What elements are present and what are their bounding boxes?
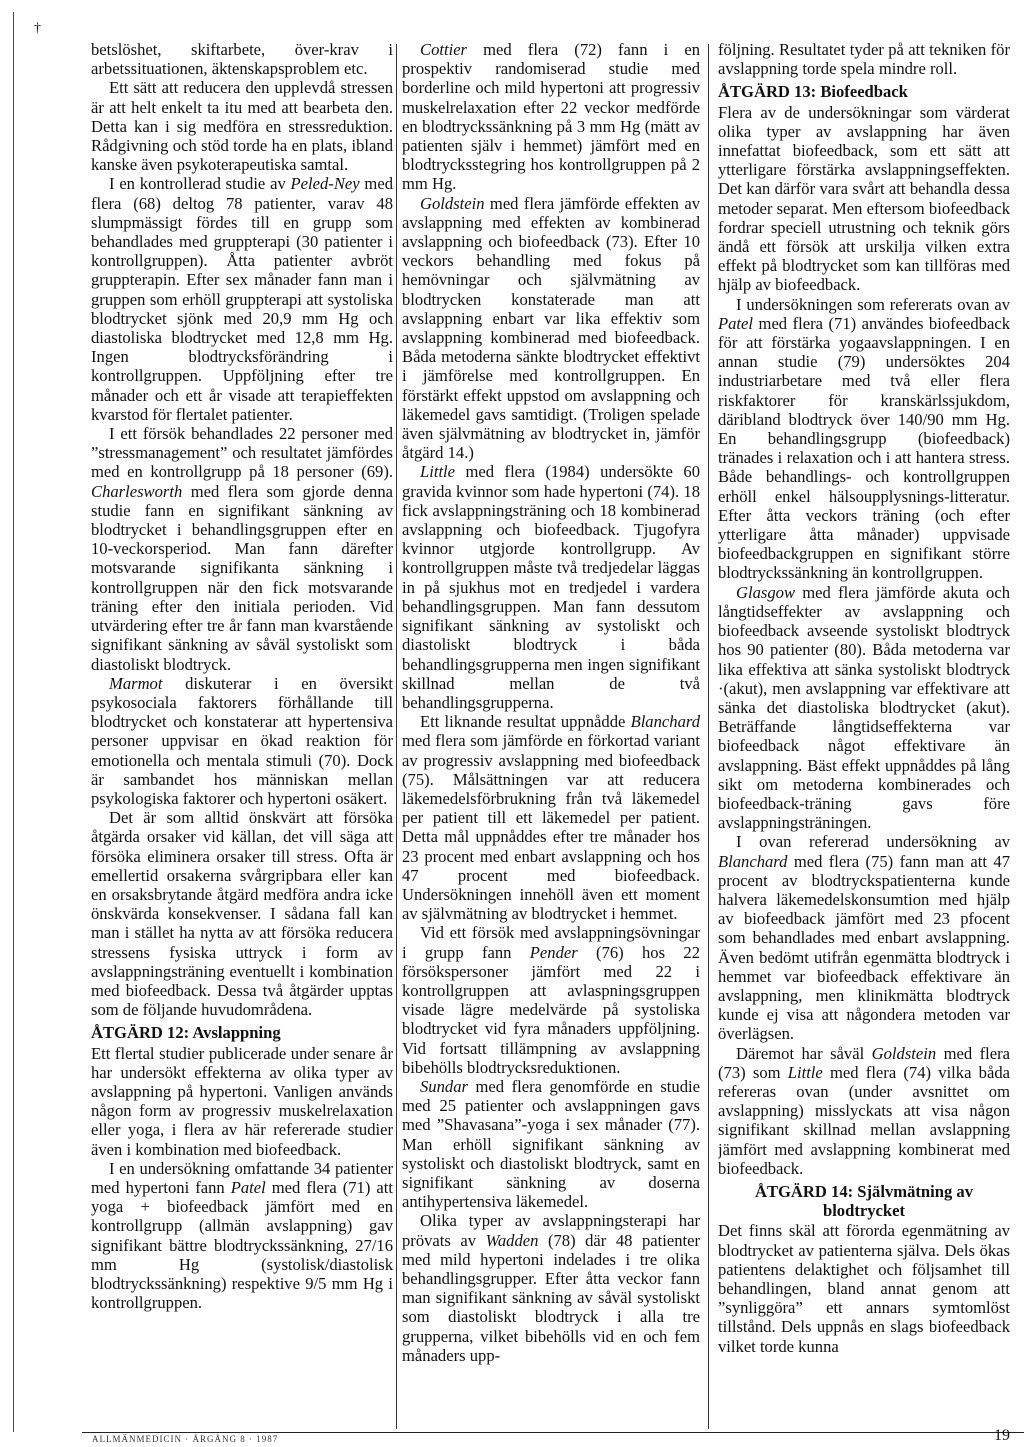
paragraph: betslöshet, skiftarbete, över-krav i arbetssituationen, äktenskapsproblem etc. (91, 40, 393, 79)
paragraph: I ovan refererad undersökning av Blanchard med flera (75) fann man att 47 procent av blodtryckspatienterna kunde halvera läkemedelskonsumtion med hjälp av biofeedback jämfört med 23 pfocent som behandlades med enbart avslappning. Även bedömt utifrån egenmätta blodtryck i hemmet var biofeedback effektivare än avslappning, men klinikmätta blodtryck kunde ej visa att någondera metoden var överlägsen. (718, 832, 1010, 1044)
paragraph: I en undersökning omfattande 34 patienter med hypertoni fann Patel med flera (71) att yoga + biofeedback jämfört med en kontrollgrupp (allmän avslappning) gav signifikant bättre blodtryckssänkning, 27/16 mm Hg (systolisk/diastolisk blodtryckssänkning) respektive 9/5 mm Hg i kontrollgruppen. (91, 1158, 393, 1313)
column-divider-1 (396, 44, 397, 1429)
paragraph: I undersökningen som refererats ovan av Patel med flera (71) användes biofeedback för att förstärka yogaavslappningen. I en annan studie (79) undersöktes 204 industriarbetare med två eller flera riskfaktorer för kranskärlssjukdom, däribland blodtryck över 140/90 mm Hg. En behandlingsgrupp (biofeedback) tränades i relaxation och i att hantera stress. Både behandlings- och kontrollgruppen erhöll enkel hälsoupplysnings-litteratur. Efter åtta veckors träning (och efter ytterligare åtta månader) uppvisade biofeedbackgruppen en signifikant större blodtryckssänkning än kontrollgruppen. (718, 294, 1010, 583)
paragraph: Olika typer av avslappningsterapi har prövats av Wadden (78) där 48 patienter med mild hypertoni indelades i tre olika behandlingsgrupper. Efter åtta veckor fann man signifikant sänkning av såväl systoliskt som diastoliskt blodtryck i alla tre grupperna, vilket bibehölls vid en och fem månaders upp- (402, 1211, 700, 1365)
running-footer: ALLMÄNMEDICIN · ÅRGÅNG 8 · 1987 (92, 1434, 279, 1444)
paragraph: Little med flera (1984) undersökte 60 gravida kvinnor som hade hypertoni (74). 18 fick avslappningsträning och 18 kombinerad avslappning och biofeedback. Tjugofyra kvinnor utgjorde kontrollgrupp. Av kontrollgruppen måste två tredjedelar läggas in på sjukhus mot en tredjedel i vardera behandlingsgruppen. Man fann dessutom signifikant sänkning av systoliskt och diastoliskt blodtryck i båda behandlingsgrupperna men ingen signifikant skillnad mellan de två behandlingsgrupperna. (402, 462, 700, 712)
paragraph: Goldstein med flera jämförde effekten av avslappning med effekten av kombinerad avslappning och biofeedback (73). Efter 10 veckors behandling med fokus på hemövningar och självmätning av blodtrycken konstaterade man att avslappning enbart var lika effektiv som avslappning kombinerad med biofeedback. Båda metoderna sänkte blodtrycket effektivt i jämförelse med kontrollgruppen. En förstärkt effekt uppstod om avslappning och läkemedel gavs samtidigt. (Troligen spelade även självmätning av blodtrycket in, jämför åtgärd 14.) (402, 193, 700, 463)
paragraph: Glasgow med flera jämförde akuta och långtidseffekter av avslappning och biofeedback avseende systoliskt blodtryck hos 90 patienter (80). Båda metoderna var lika effektiva att sänka systoliskt blodtryck ·(akut), men avslappning var effektivare att sänka det diastoliska blodtrycket (akut). Beträffande långtidseffekterna var biofeedback något effektivare än avslappning. Bäst effekt uppnåddes på lång sikt om metoderna kombinerades och biofeedback-träning gavs före avslappningsträningen. (718, 582, 1010, 833)
paragraph: Marmot diskuterar i en översikt psykosociala faktorers förhållande till blodtrycket och konstaterar att hypertensiva personer uppvisar en ökad reaktion för emotionella och mentala stimuli (70). Dock är sambandet hos människan mellan psykologiska faktorer och hypertoni osäkert. (91, 673, 393, 808)
section-heading: ÅTGÄRD 14: Självmätning av blodtrycket (754, 1181, 974, 1221)
paragraph: I ett försök behandlades 22 personer med ”stressmanagement” och resultatet jämfördes med en kontrollgrupp på 18 personer (69). Charlesworth med flera som gjorde denna studie fann en signifikant sänkning av blodtrycket i behandlingsgruppen efter en 10-veckorsperiod. Man fann därefter motsvarande signifikanta sänkning i kontrollgruppen när den fick motsvarande träning efter den initiala perioden. Vid utvärdering efter tre år fann man kvarstående signifikant sänkning av såväl systoliskt som diastoliskt blodtryck. (91, 424, 393, 674)
text-column-3 (718, 40, 1010, 1430)
left-margin-rule (13, 12, 14, 1432)
paragraph: följning. Resultatet tyder på att tekniken för avslappning torde spela mindre roll. (718, 40, 1010, 79)
corner-mark: † (34, 21, 41, 36)
page-number: 19 (994, 1427, 1010, 1444)
paragraph: I en kontrollerad studie av Peled-Ney med flera (68) deltog 78 patienter, varav 48 slumpmässigt fördes till en grupp som behandlades med gruppterapi (30 patienter i kontrollgruppen). Åtta patienter avbröt gruppterapin. Efter sex månader fann man i gruppen som erhöll gruppterapi att systoliska blodtrycket sjönk med 20,9 mm Hg och diastoliska blodtrycket med 12,8 mm Hg. Ingen blodtrycksförändring i kontrollgruppen. Uppföljning efter tre månader och ett år visade att terapieffekten kvarstod för flertalet patienter. (91, 174, 393, 424)
section-heading: ÅTGÄRD 12: Avslappning (91, 1023, 281, 1043)
paragraph: Ett flertal studier publicerade under senare år har undersökt effekterna av olika typer av avslappning på hypertoni. Vanligen används någon form av progressiv muskelrelaxation eller yoga, i flera av här refererade studier även i kombination med biofeedback. (91, 1043, 393, 1159)
paragraph: Det är som alltid önskvärt att försöka åtgärda orsaker vid källan, det vill säga att försöka eliminera orsaker till stress. Ofta är emellertid orsakerna svårgripbara eller kan en orsaksbrytande åtgärd medföra andra icke önskvärda konsekvenser. I sådana fall kan man i stället ha nytta av att försöka reducera stressens fysiska uttryck i form av avslappningsträning eventuellt i kombination med biofeedback. Dessa två åtgärder upptas som de följande huvudområdena. (91, 808, 393, 1020)
paragraph: Det finns skäl att förorda egenmätning av blodtrycket av patienterna själva. Dels ökas patientens delaktighet och följsamhet till behandlingen, bland annat genom att ”synliggöra” ett annars symtomlöst tillstånd. Dels uppnås en slags biofeedback vilket torde kunna (718, 1221, 1010, 1356)
paragraph: Flera av de undersökningar som värderat olika typer av avslappning har även innefattat biofeedback, som ett sätt att ytterligare förstärka avslappningseffekten. Det kan därför vara svårt att behandla dessa metoder separat. Men eftersom biofeedback fordrar speciell utrustning och teknik görs ändå ett försök att urskilja vilken extra effekt på blodtrycket som kan tillföras med hjälp av biofeedback. (718, 102, 1010, 295)
paragraph: Däremot har såväl Goldstein med flera (73) som Little med flera (74) vilka båda refereras ovan (under avsnittet om avslappning) misslyckats att visa någon signifikant skillnad mellan avslappning jämfört med avslappning kombinerat med biofeedback. (718, 1043, 1010, 1178)
text-column-2 (402, 40, 700, 1430)
paragraph: Vid ett försök med avslappningsövningar i grupp fann Pender (76) hos 22 försökspersoner jämfört med 22 i kontrollgruppen att avlaspningsgruppen visade lägre medelvärde på systoliska blodtrycket vid fyra månaders uppföljning. Vid fortsatt tillämpning av avslappning bibehölls blodtrycksreduktionen. (402, 923, 700, 1077)
text-column-1 (91, 40, 393, 1430)
paragraph: Sundar med flera genomförde en studie med 25 patienter och avslappningen gavs med ”Shavasana”-yoga i sex månader (77). Man erhöll signifikant sänkning av systoliskt och diastoliskt blodtryck, samt en signifikant sänkning av doserna antihypertensiva läkemedel. (402, 1076, 700, 1212)
column-divider-2 (708, 44, 709, 1429)
section-heading: ÅTGÄRD 13: Biofeedback (718, 82, 908, 102)
paragraph: Cottier med flera (72) fann i en prospektiv randomiserad studie med borderline och mild hypertoni att progressiv muskelrelaxation efter 22 veckor medförde en blodtryckssänkning på 3 mm Hg (mätt av patienten själv i hemmet) jämfört med en blodtrycksstegring hos kontrollgruppen på 2 mm Hg. (402, 40, 700, 194)
paragraph: Ett sätt att reducera den upplevdå stressen är att helt enkelt ta itu med att bearbeta den. Detta kan i sig medföra en stressreduktion. Rådgivning och stöd torde ha en plats, ibland kanske även psykoterapeutiska samtal. (91, 78, 393, 175)
paragraph: Ett liknande resultat uppnådde Blanchard med flera som jämförde en förkortad variant av progressiv avslappning med biofeedback (75). Målsättningen var att reducera läkemedelsförbrukning från två läkemedel per patient till ett läkemedel per patient. Detta mål uppnåddes efter tre månader hos 23 procent med enbart avslappning och hos 47 procent med biofeedback. Undersökningen innehöll även ett moment av självmätning av blodtrycket i hemmet. (402, 712, 700, 924)
